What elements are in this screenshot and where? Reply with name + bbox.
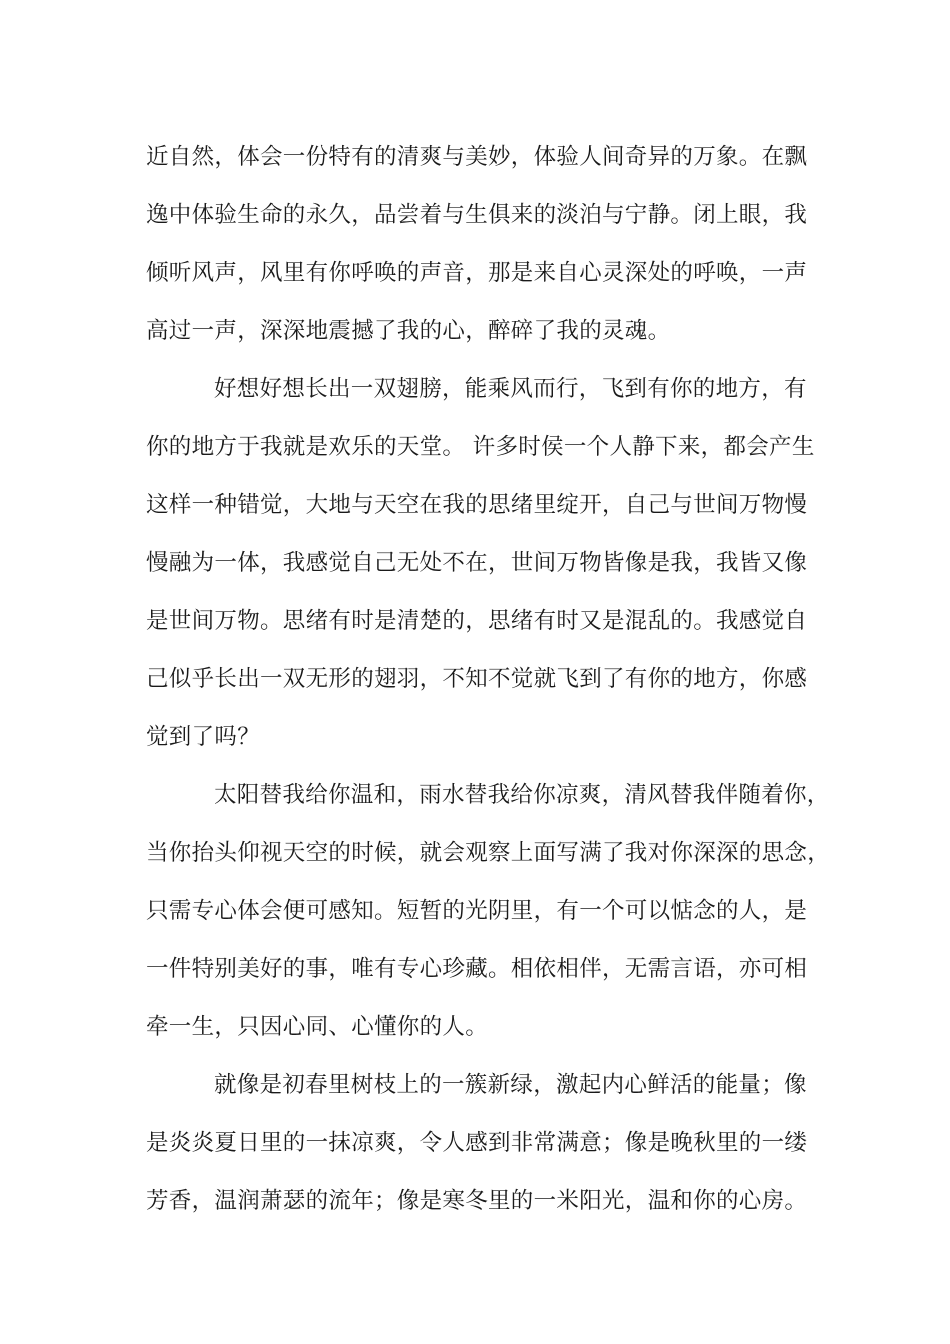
text-line: 只需专心体会便可感知。短暂的光阴里，有一个可以惦念的人，是 [146, 898, 808, 924]
text-line: 是炎炎夏日里的一抹凉爽，令人感到非常满意；像是晚秋里的一缕 [146, 1130, 808, 1156]
text-line: 当你抬头仰视天空的时候，就会观察上面写满了我对你深深的思念， [146, 840, 831, 866]
text-line: 己似乎长出一双无形的翅羽，不知不觉就飞到了有你的地方，你感 [146, 666, 808, 692]
paragraph-start-line: 太阳替我给你温和，雨水替我给你凉爽，清风替我伴随着你， [214, 782, 830, 808]
text-line: 慢融为一体，我感觉自己无处不在，世间万物皆像是我，我皆又像 [146, 550, 808, 576]
text-line: 牵一生，只因心同、心懂你的人。 [146, 1014, 489, 1040]
paragraph-start-line: 就像是初春里树枝上的一簇新绿，激起内心鲜活的能量；像 [214, 1072, 807, 1098]
text-line: 你的地方于我就是欢乐的天堂。 许多时侯一个人静下来，都会产生 [146, 434, 815, 460]
text-line: 一件特别美好的事，唯有专心珍藏。相依相伴，无需言语，亦可相 [146, 956, 808, 982]
text-line: 觉到了吗？ [146, 724, 261, 750]
text-line: 近自然，体会一份特有的清爽与美妙，体验人间奇异的万象。在飘 [146, 144, 808, 170]
body-text [146, 128, 831, 1230]
text-line: 高过一声，深深地震撼了我的心，醉碎了我的灵魂。 [146, 318, 671, 344]
text-line: 倾听风声，风里有你呼唤的声音，那是来自心灵深处的呼唤，一声 [146, 260, 808, 286]
text-line: 这样一种错觉，大地与天空在我的思绪里绽开，自己与世间万物慢 [146, 492, 808, 518]
text-line: 逸中体验生命的永久，品尝着与生俱来的淡泊与宁静。闭上眼，我 [146, 202, 808, 228]
paragraph-start-line: 好想好想长出一双翅膀，能乘风而行，飞到有你的地方，有 [214, 376, 807, 402]
text-line: 是世间万物。思绪有时是清楚的，思绪有时又是混乱的。我感觉自 [146, 608, 808, 634]
text-line: 芳香，温润萧瑟的流年；像是寒冬里的一米阳光，温和你的心房。 [146, 1188, 808, 1214]
